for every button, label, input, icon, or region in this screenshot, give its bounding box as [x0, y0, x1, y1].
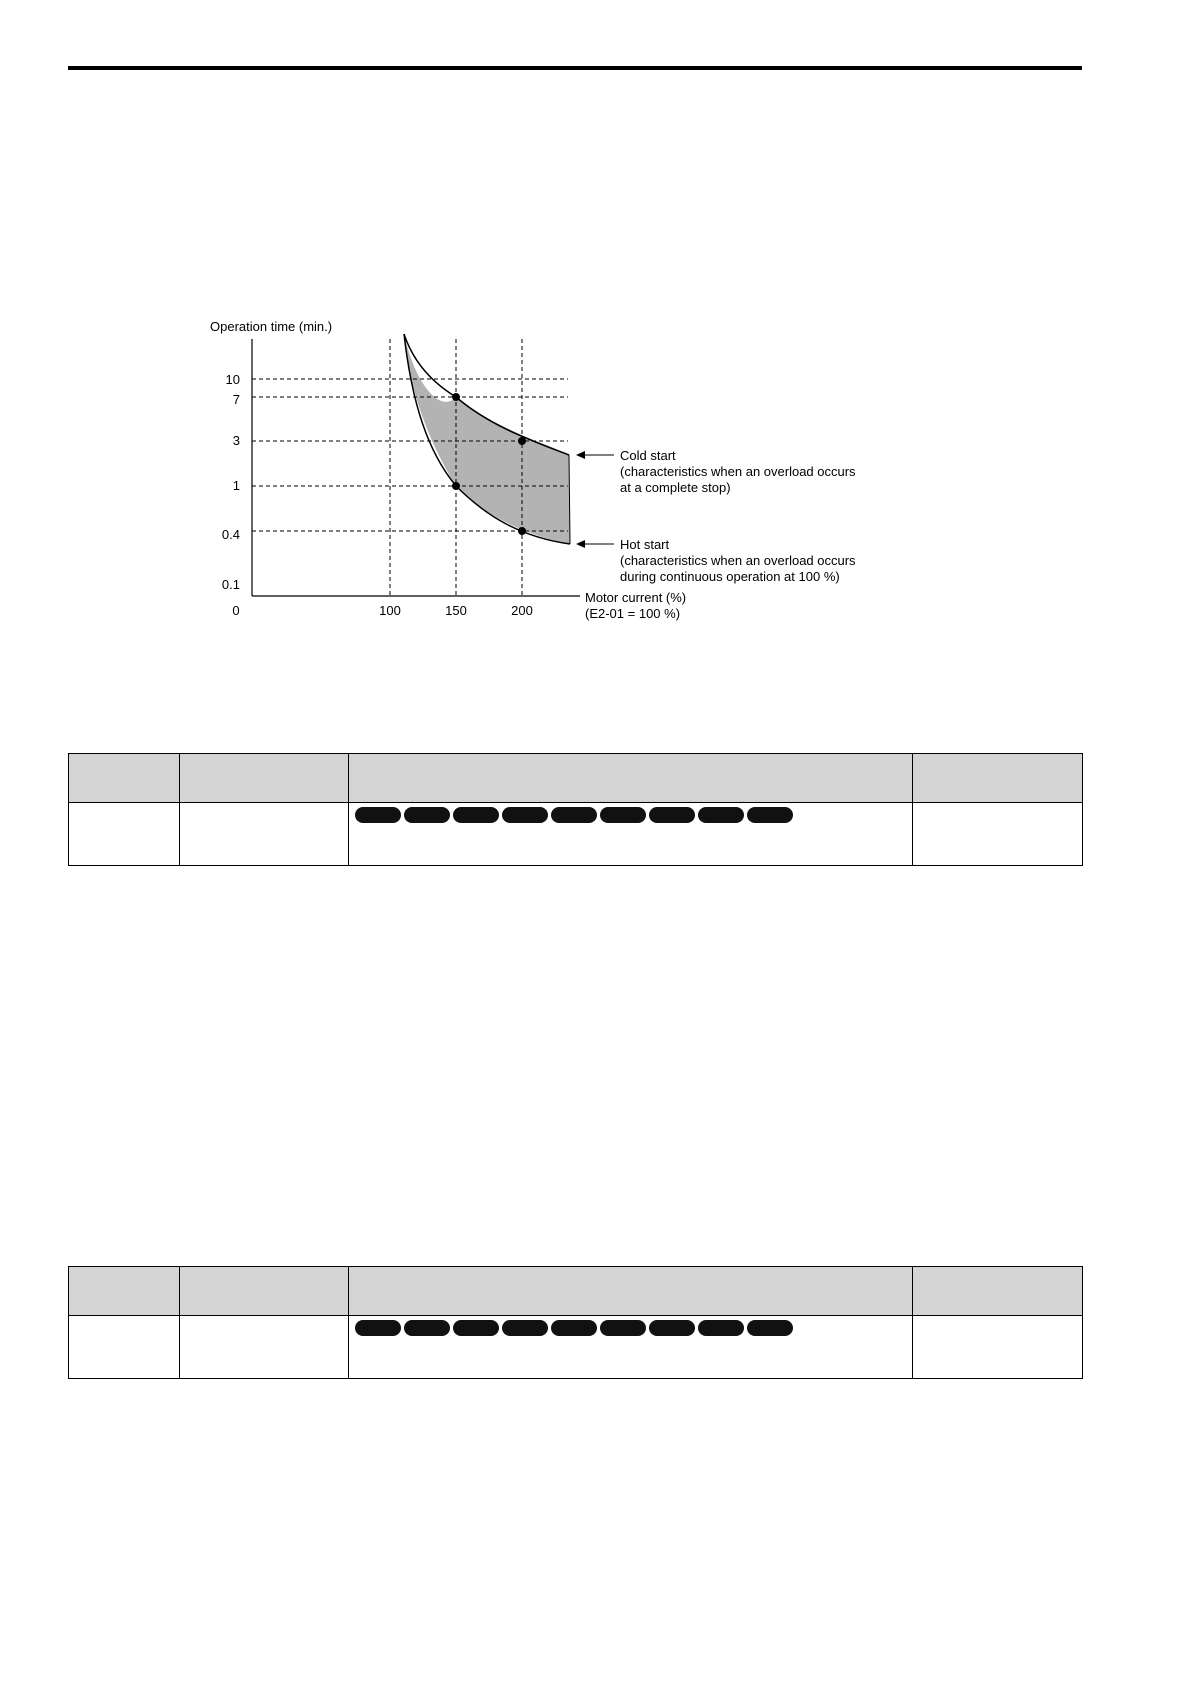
y-tick-1: 1 [232, 478, 240, 493]
redacted-pill [649, 807, 695, 823]
x-tick-100: 100 [379, 603, 401, 618]
header-cell [349, 754, 913, 803]
redacted-pill [355, 807, 401, 823]
header-cell [913, 1267, 1083, 1316]
header-cell [349, 1267, 913, 1316]
hot-start-arrow [576, 540, 614, 548]
x-tick-200: 200 [511, 603, 533, 618]
cold-start-arrow [576, 451, 614, 459]
redacted-pill [649, 1320, 695, 1336]
redacted-pill-row [349, 1316, 912, 1336]
redacted-pill-row [349, 803, 912, 823]
hot-point-200 [518, 527, 526, 535]
redacted-pill [551, 807, 597, 823]
parameter-table-2 [68, 1266, 1083, 1379]
header-rule [68, 66, 1082, 70]
redacted-pill [747, 1320, 793, 1336]
y-tick-10: 10 [225, 372, 240, 387]
x-tick-0: 0 [232, 603, 240, 618]
table-row [69, 1316, 1083, 1379]
redacted-pill [600, 1320, 646, 1336]
x-tick-150: 150 [445, 603, 467, 618]
x-axis-sublabel: (E2-01 = 100 %) [585, 606, 681, 621]
table-cell [349, 1316, 913, 1379]
y-axis-label: Operation time (min.) [210, 320, 333, 334]
table-row [69, 803, 1083, 866]
table-header-row [69, 754, 1083, 803]
header-cell [913, 754, 1083, 803]
overload-figure [200, 320, 960, 684]
cold-point-200 [518, 437, 526, 445]
cold-start-desc-1: (characteristics when an overload occurs [620, 464, 856, 479]
table-header-row [69, 1267, 1083, 1316]
table-cell [913, 1316, 1083, 1379]
redacted-pill [355, 1320, 401, 1336]
table-cell [349, 803, 913, 866]
overload-chart [200, 320, 960, 684]
cold-start-label: Cold start [620, 448, 676, 463]
header-cell [69, 1267, 180, 1316]
y-tick-7: 7 [232, 392, 240, 407]
redacted-pill [698, 1320, 744, 1336]
cold-start-desc-2: at a complete stop) [620, 480, 731, 495]
table-cell [69, 803, 180, 866]
y-tick-0.1: 0.1 [221, 577, 240, 592]
redacted-pill [404, 1320, 450, 1336]
x-axis-label: Motor current (%) [585, 590, 687, 605]
redacted-pill [747, 807, 793, 823]
table-cell [180, 803, 349, 866]
hot-start-desc-1: (characteristics when an overload occurs [620, 553, 856, 568]
header-cell [180, 1267, 349, 1316]
y-tick-0.4: 0.4 [221, 527, 240, 542]
redacted-pill [502, 1320, 548, 1336]
redacted-pill [600, 807, 646, 823]
hot-start-desc-2: during continuous operation at 100 %) [620, 569, 840, 584]
redacted-pill [502, 807, 548, 823]
redacted-pill [698, 807, 744, 823]
hot-point-150 [452, 482, 460, 490]
table-cell [69, 1316, 180, 1379]
header-cell [180, 754, 349, 803]
header-cell [69, 754, 180, 803]
redacted-pill [453, 1320, 499, 1336]
redacted-pill [453, 807, 499, 823]
redacted-pill [551, 1320, 597, 1336]
table-cell [913, 803, 1083, 866]
table-cell [180, 1316, 349, 1379]
redacted-pill [404, 807, 450, 823]
cold-point-150 [452, 393, 460, 401]
y-tick-3: 3 [232, 433, 240, 448]
hot-start-label: Hot start [620, 537, 670, 552]
parameter-table-1 [68, 753, 1083, 866]
